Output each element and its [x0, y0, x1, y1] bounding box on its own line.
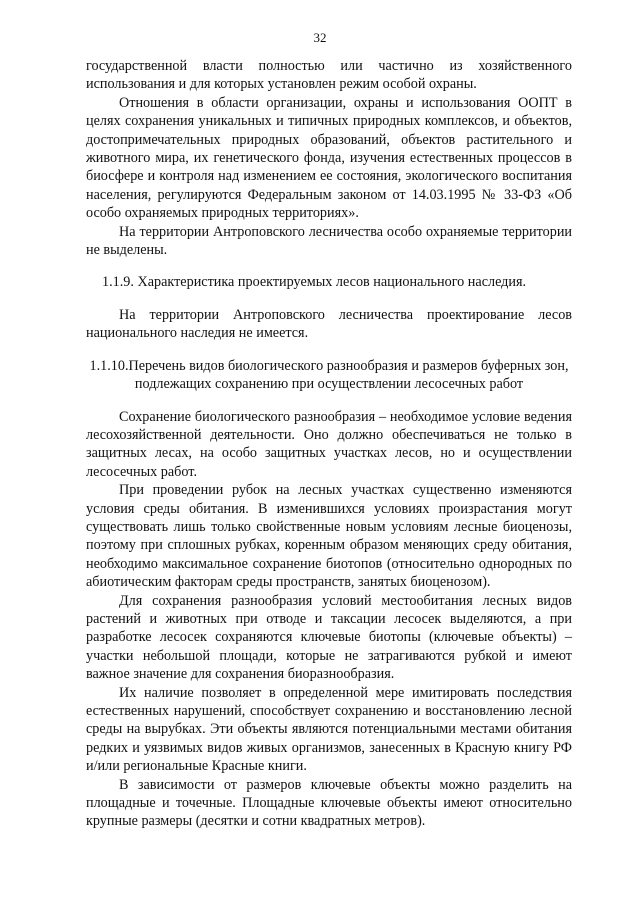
paragraph-national-heritage: На территории Антроповского лесничества проектирование лесов национального наследия не имеется. [86, 306, 572, 342]
document-body [86, 57, 572, 831]
paragraph-oopt-regulation: Отношения в области организации, охраны и использования ООПТ в целях сохранения уникальных и типичных природных комплексов, и объектов, достопримечательных природных образований, объектов растительного и животного мира, их генетического фонда, изучения естественных процессов в биосфере и контроля над изменением ее состояния, экологического воспитания населения, регулируются Федеральным законом от 14.03.1995 № 33-ФЗ «Об особо охраняемых природных территориях». [86, 94, 572, 222]
spacer [86, 343, 572, 357]
paragraph-key-objects-role: Их наличие позволяет в определенной мере имитировать последствия естественных нарушений, способствует сохранению и восстановлению лесной среды на вырубках. Эти объекты являются потенциальными местами обитания редких и уязвимых видов живых организмов, занесенных в Красную книгу РФ и/или региональные Красные книги. [86, 684, 572, 775]
spacer [86, 394, 572, 408]
spacer [86, 259, 572, 273]
section-heading-1-1-9: 1.1.9. Характеристика проектируемых лесов национального наследия. [102, 274, 527, 291]
paragraph-key-biotopes: Для сохранения разнообразия условий местообитания лесных видов растений и животных при отводе и таксации лесосек выделяются, а при разработке лесосек сохраняются ключевые биотопы (ключевые объекты) – участки небольшой площади, которые не затрагиваются рубкой и имеют важное значение для сохранения биоразнообразия. [86, 592, 572, 683]
paragraph-biodiversity-condition: Сохранение биологического разнообразия – необходимое условие ведения лесохозяйственной деятельности. Оно должно обеспечиваться не только в защитных лесах, на особо защитных участках лесов, но и осуществлении лесосечных работ. [86, 408, 572, 480]
paragraph-oopt-definition-end: государственной власти полностью или частично из хозяйственного использования и для которых установлен режим особой охраны. [86, 58, 572, 93]
paragraph-logging-habitat: При проведении рубок на лесных участках существенно изменяются условия среды обитания. В изменившихся условиях произрастания могут существовать лишь только свойственные новым условиям лесные биоценозы, поэтому при сплошных рубках, коренным образом меняющих среду обитания, необходимо максимальное сохранение биотопов (относительно однородных по абиотическим факторам среды пространств, занятых биоценозом). [86, 482, 572, 591]
paragraph-oopt-absent: На территории Антроповского лесничества особо охраняемые территории не выделены. [86, 223, 572, 259]
spacer [86, 292, 572, 306]
page-number: 32 [313, 30, 327, 45]
paragraph-key-objects-size: В зависимости от размеров ключевые объекты можно разделить на площадные и точечные. Площадные ключевые объекты имеют относительно крупные размеры (десятки и сотни квадратных метров). [86, 776, 572, 830]
section-heading-1-1-10: 1.1.10.Перечень видов биологического разнообразия и размеров буферных зон, подлежащих сохранению при осуществлении лесосечных работ [89, 357, 569, 393]
